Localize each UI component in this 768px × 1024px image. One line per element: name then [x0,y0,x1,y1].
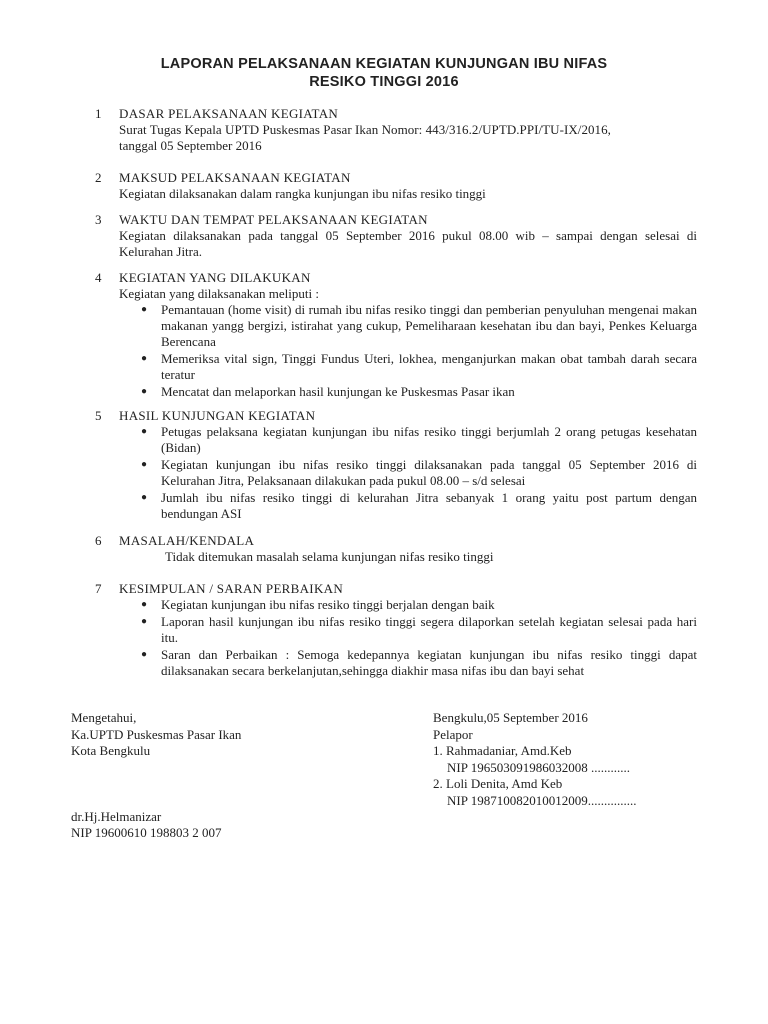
section-heading: WAKTU DAN TEMPAT PELAKSANAAN KEGIATAN [119,212,428,227]
bullet-list [119,597,697,679]
bullet-icon: ● [141,304,148,315]
acknowledgement-label: Mengetahui, [71,710,137,725]
reporter-1-name: 1. Rahmadaniar, Amd.Keb [433,743,572,758]
title-line-2: RESIKO TINGGI 2016 [309,74,459,90]
section-text: Kegiatan dilaksanakan dalam rangka kunjungan ibu nifas resiko tinggi [119,186,486,201]
list-item: ● Jumlah ibu nifas resiko tinggi di kelurahan Jitra sebanyak 1 orang yaitu post partum dengan bendungan ASI [141,490,697,521]
list-item: ● Laporan hasil kunjungan ibu nifas resiko tinggi segera dilaporkan setelah kegiatan selesai pada hari itu. [141,614,697,645]
section-text: Surat Tugas Kepala UPTD Puskesmas Pasar Ikan Nomor: 443/316.2/UPTD.PPI/TU-IX/2016, [119,122,611,137]
bullet-icon: ● [141,426,148,437]
list-item: ● Pemantauan (home visit) di rumah ibu nifas resiko tinggi dan pemberian penyuluhan mengenai makan makanan yangg bergizi, istirahat yang cukup, Pemeliharaan kesehatan ibu dan bayi, Penkes Keluarga Berencana [141,302,697,349]
list-item: ● Mencatat dan melaporkan hasil kunjungan ke Puskesmas Pasar ikan [141,384,515,399]
bullet-icon: ● [141,649,148,660]
section-number: 4 [95,270,102,285]
section-text: tanggal 05 September 2016 [119,138,262,153]
title-line-1: LAPORAN PELAKSANAAN KEGIATAN KUNJUNGAN IBU NIFAS [160,56,608,72]
reporter-label: Pelapor [433,726,473,742]
section-heading: KESIMPULAN / SARAN PERBAIKAN [119,581,344,596]
section-heading: MASALAH/KENDALA [119,533,255,548]
section-maksud [95,170,697,202]
section-intro: Kegiatan yang dilaksanakan meliputi : [119,286,319,301]
bullet-icon: ● [141,459,148,470]
document-title [90,55,678,91]
section-waktu-tempat [95,212,697,260]
bullet-icon: ● [141,616,148,627]
section-kegiatan [95,270,697,401]
section-number: 6 [95,533,102,548]
signer-city: Kota Bengkulu [71,743,151,758]
signature-left [71,710,241,842]
section-kesimpulan [95,581,697,680]
signature-right [433,710,636,809]
signer-name: dr.Hj.Helmanizar [71,808,162,824]
bullet-icon: ● [141,386,148,397]
section-heading: KEGIATAN YANG DILAKUKAN [119,270,311,285]
list-item: ● Petugas pelaksana kegiatan kunjungan ibu nifas resiko tinggi berjumlah 2 orang petugas kesehatan (Bidan) [141,424,697,455]
reporter-1-nip: NIP 196503091986032008 ............ [447,759,630,775]
section-number: 2 [95,170,102,185]
section-heading: MAKSUD PELAKSANAAN KEGIATAN [119,170,351,185]
section-number: 7 [95,581,102,596]
section-text: Kegiatan dilaksanakan pada tanggal 05 September 2016 pukul 08.00 wib – sampai dengan selesai di Kelurahan Jitra. [119,228,697,259]
section-dasar [95,106,697,154]
bullet-icon: ● [141,353,148,364]
place-date: Bengkulu,05 September 2016 [433,710,588,725]
list-item: ● Memeriksa vital sign, Tinggi Fundus Uteri, lokhea, menganjurkan makan obat tambah darah secara teratur [141,351,697,382]
reporter-2-name: 2. Loli Denita, Amd Keb [433,776,563,791]
list-item: ● Kegiatan kunjungan ibu nifas resiko tinggi berjalan dengan baik [141,597,495,612]
bullet-list [119,302,697,400]
bullet-icon: ● [141,599,148,610]
signer-nip: NIP 19600610 198803 2 007 [71,825,222,840]
section-heading: DASAR PELAKSANAAN KEGIATAN [119,106,339,121]
bullet-icon: ● [141,492,148,503]
reporter-2-nip: NIP 198710082010012009............... [447,792,637,808]
section-number: 5 [95,408,102,423]
list-item: ● Saran dan Perbaikan : Semoga kedepannya kegiatan kunjungan ibu nifas resiko tinggi dapat dilaksanakan secara berkelanjutan,sehingga diakhir masa nifas ibu dan bayi sehat [141,647,697,678]
section-masalah [95,533,697,565]
list-item: ● Kegiatan kunjungan ibu nifas resiko tinggi dilaksanakan pada tanggal 05 September 2016 di Kelurahan Jitra, Pelaksanaan dilakukan pada pukul 08.00 – s/d selesai [141,457,697,488]
bullet-list [119,424,697,522]
section-hasil [95,408,697,523]
signer-office: Ka.UPTD Puskesmas Pasar Ikan [71,726,242,742]
section-heading: HASIL KUNJUNGAN KEGIATAN [119,408,316,423]
section-number: 3 [95,212,102,227]
section-number: 1 [95,106,102,121]
section-text: Tidak ditemukan masalah selama kunjungan nifas resiko tinggi [165,549,494,564]
